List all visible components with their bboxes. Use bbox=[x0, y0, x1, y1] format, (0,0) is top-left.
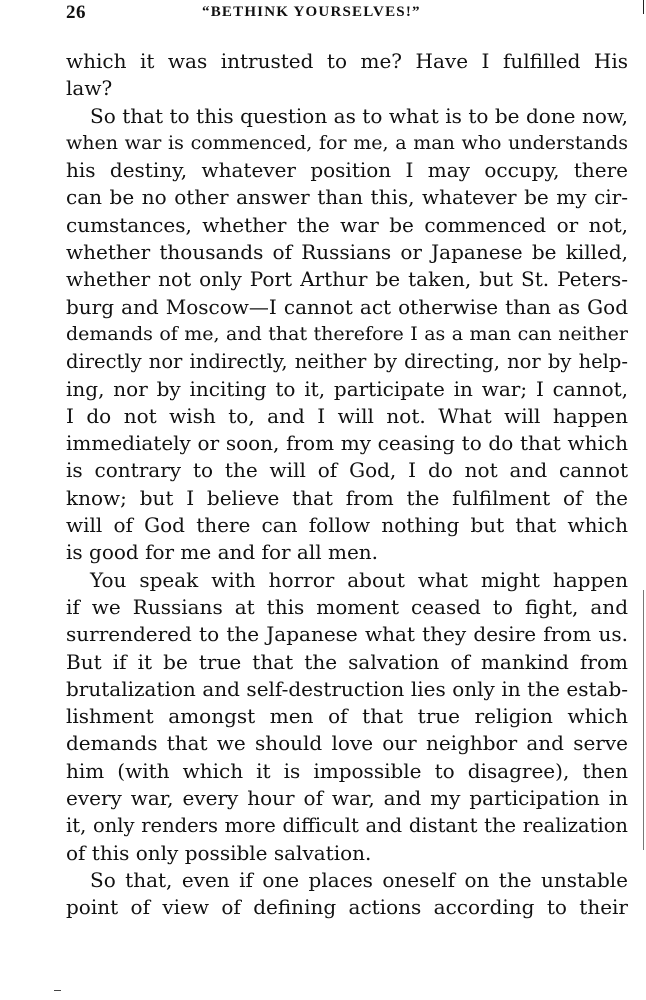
page-edge-mark bbox=[643, 0, 644, 14]
text-line: law? bbox=[66, 76, 113, 101]
footer-mark bbox=[54, 990, 61, 991]
text-line: will of God there can follow nothing but that which bbox=[66, 513, 628, 538]
text-line: him (with which it is impossible to disagree), then bbox=[66, 758, 628, 783]
text-line: which it was intrusted to me? Have I fulfilled His bbox=[66, 49, 628, 73]
text-line: point of view of defining actions according to their bbox=[66, 895, 628, 920]
text-line: directly nor indirectly, neither by directing, nor by help- bbox=[66, 350, 628, 374]
text-line: whether not only Port Arthur be taken, but St. Peters- bbox=[66, 267, 628, 292]
running-title: “BETHINK YOURSELVES!” bbox=[202, 4, 421, 20]
text-line: brutalization and self-destruction lies only in the estab- bbox=[66, 676, 628, 701]
text-line: can be no other answer than this, whatever be my cir- bbox=[66, 185, 628, 210]
text-line: it, only renders more difficult and distant the realization bbox=[66, 814, 628, 838]
text-line: I do not wish to, and I will not. What will happen bbox=[66, 403, 628, 428]
text-line: But if it be true that the salvation of mankind from bbox=[66, 649, 628, 674]
text-line: is contrary to the will of God, I do not and cannot bbox=[66, 458, 628, 483]
text-line: ing, nor by inciting to it, participate in war; I cannot, bbox=[66, 376, 628, 401]
text-line: his destiny, whatever position I may occupy, there bbox=[66, 158, 628, 183]
text-line: You speak with horror about what might happen bbox=[90, 567, 628, 592]
text-line: So that, even if one places oneself on the unstable bbox=[90, 867, 628, 892]
text-line: whether thousands of Russians or Japanese be killed, bbox=[66, 240, 628, 265]
text-line: demands of me, and that therefore I as a man can neither bbox=[66, 322, 628, 345]
page-edge-mark bbox=[643, 590, 644, 850]
page-number: 26 bbox=[66, 2, 86, 23]
text-line: every war, every hour of war, and my participation in bbox=[66, 786, 628, 811]
text-line: lishment amongst men of that true religion which bbox=[66, 704, 628, 729]
text-line: burg and Moscow—I cannot act otherwise than as God bbox=[66, 294, 628, 319]
text-line: cumstances, whether the war be commenced or not, bbox=[66, 212, 628, 237]
text-line: So that to this question as to what is to be done now, bbox=[90, 103, 628, 128]
text-line: of this only possible salvation. bbox=[66, 840, 372, 865]
text-line: immediately or soon, from my ceasing to do that which bbox=[66, 431, 628, 456]
page-header bbox=[66, 2, 628, 26]
body-text bbox=[66, 48, 628, 922]
text-line: know; but I believe that from the fulfilment of the bbox=[66, 485, 628, 510]
text-line: if we Russians at this moment ceased to fight, and bbox=[66, 594, 628, 619]
text-line: demands that we should love our neighbor and serve bbox=[66, 731, 628, 756]
text-line: surrendered to the Japanese what they desire from us. bbox=[66, 622, 628, 647]
text-line: is good for me and for all men. bbox=[66, 540, 379, 565]
text-line: when war is commenced, for me, a man who understands bbox=[66, 131, 628, 154]
